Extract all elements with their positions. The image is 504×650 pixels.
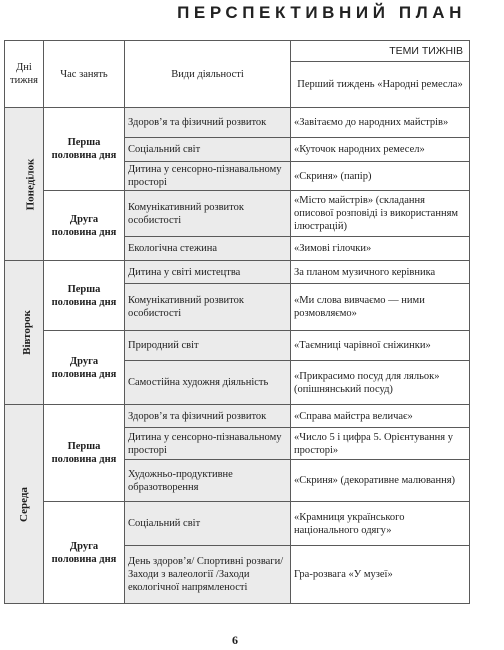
topic-cell: За планом музичного керівника (291, 261, 470, 284)
activity-cell: Екологічна стежина (125, 237, 291, 261)
period-label: Друга половина дня (44, 502, 125, 604)
topic-cell: «Зимові гілочки» (291, 237, 470, 261)
header-week: Перший тиждень «Народні ремесла» (291, 62, 470, 108)
activity-cell: Здоров’я та фізичний розвиток (125, 405, 291, 428)
activity-cell: Самостійна художня діяльність (125, 361, 291, 405)
activity-cell: Соціальний світ (125, 138, 291, 162)
day-label (5, 108, 44, 261)
day-label (5, 405, 44, 604)
plan-table (4, 40, 470, 604)
topic-cell: «Куточок народних ремесел» (291, 138, 470, 162)
topic-cell: «Справа майстра величає» (291, 405, 470, 428)
activity-cell: День здоров’я/ Спортивні розваги/ Заходи з валеології /Заходи екологічної напрямленості (125, 546, 291, 604)
activity-cell: Дитина у сенсорно-пізнавальному просторі (125, 428, 291, 460)
header-topics: ТЕМИ ТИЖНІВ (291, 41, 470, 62)
page-number: 6 (232, 633, 238, 647)
period-label: Перша половина дня (44, 261, 125, 331)
day-label (5, 261, 44, 405)
period-label: Друга половина дня (44, 191, 125, 261)
header-days: Дні тижня (5, 41, 44, 108)
topic-cell: «Таємниці чарівної сніжинки» (291, 331, 470, 361)
topic-cell: «Скриня» (папір) (291, 162, 470, 191)
header-time: Час занять (44, 41, 125, 108)
activity-cell: Художньо-продуктивне образотворення (125, 460, 291, 502)
day-name: Вівторок (20, 310, 33, 355)
period-label: Перша половина дня (44, 108, 125, 191)
topic-cell: «Скриня» (декоративне малювання) (291, 460, 470, 502)
activity-cell: Здоров’я та фізичний розвиток (125, 108, 291, 138)
topic-cell: Гра-розвага «У музеї» (291, 546, 470, 604)
header-activities: Види діяльності (125, 41, 291, 108)
activity-cell: Дитина у світі мистецтва (125, 261, 291, 284)
day-name: Середа (17, 486, 30, 522)
period-label: Перша половина дня (44, 405, 125, 502)
activity-cell: Комунікативний розвиток особистості (125, 284, 291, 331)
topic-cell: «Число 5 і цифра 5. Орієнтування у просторі» (291, 428, 470, 460)
day-name: Понеділок (24, 158, 37, 210)
activity-cell: Природний світ (125, 331, 291, 361)
activity-cell: Дитина у сенсорно-пізнавальному просторі (125, 162, 291, 191)
topic-cell: «Прикрасимо посуд для ляльок» (опішнянський посуд) (291, 361, 470, 405)
topic-cell: «Місто майстрів» (складання описової розповіді із використанням ілюстрацій) (291, 191, 470, 237)
activity-cell: Комунікативний розвиток особистості (125, 191, 291, 237)
page-title: ПЕРСПЕКТИВНИЙ ПЛАН (177, 3, 466, 22)
topic-cell: «Крамниця українського національного одягу» (291, 502, 470, 546)
topic-cell: «Завітаємо до народних майстрів» (291, 108, 470, 138)
topic-cell: «Ми слова вивчаємо — ними розмовляємо» (291, 284, 470, 331)
activity-cell: Соціальний світ (125, 502, 291, 546)
period-label: Друга половина дня (44, 331, 125, 405)
